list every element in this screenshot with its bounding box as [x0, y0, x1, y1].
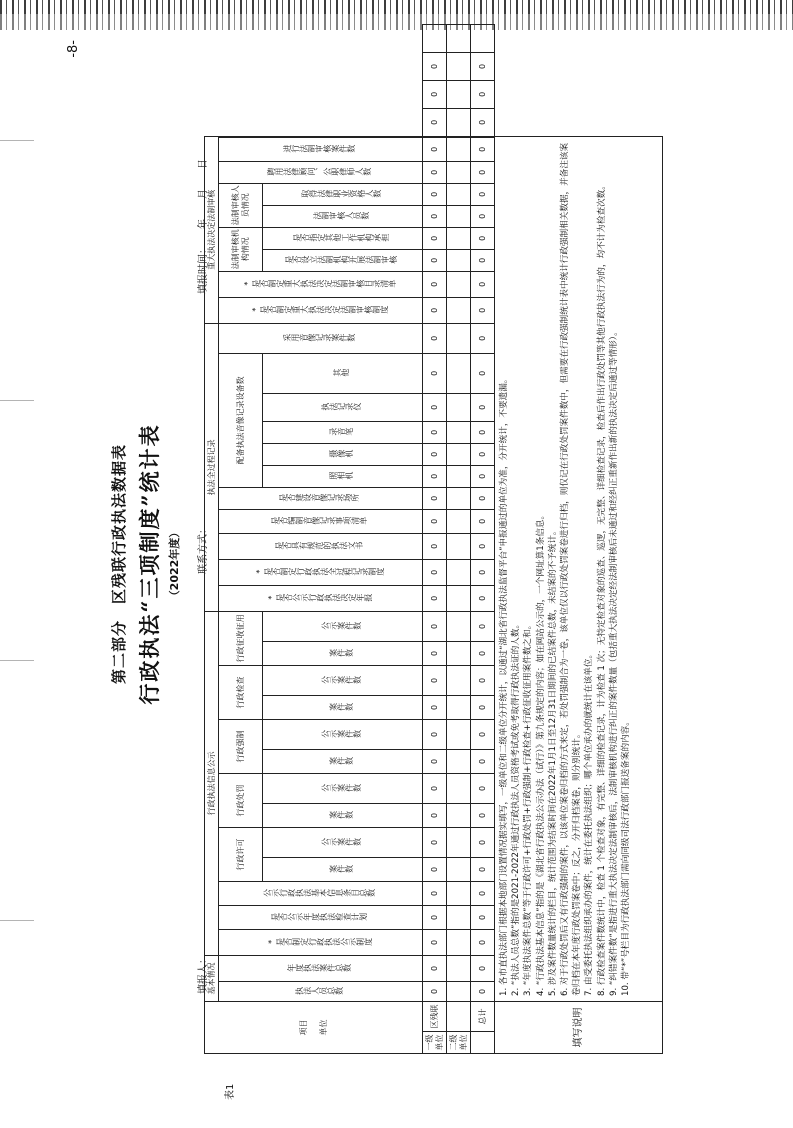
table-cell: 0	[423, 227, 447, 249]
table-cell: 0	[423, 642, 447, 666]
sub-penalty: 行政处罚	[219, 774, 263, 828]
table-cell: 0	[471, 108, 495, 136]
dev-recorder: 执法记录仪	[321, 402, 362, 412]
table-title: 行政执法“三项制度”统计表	[137, 423, 162, 705]
levy-public-cases: 公示案件数	[321, 621, 362, 631]
table-cell: 0	[471, 271, 495, 297]
project-header: 项目	[299, 1019, 309, 1036]
table-cell	[423, 136, 447, 137]
table-cell: 0	[423, 323, 447, 353]
row-unit-name	[447, 1002, 471, 1032]
col-annual-cases: 年度执法案件总数	[287, 963, 352, 973]
table-cell: 0	[423, 858, 447, 882]
table-cell: 0	[423, 828, 447, 858]
license-public-cases: 公示案件数	[321, 837, 362, 847]
table-cell: 0	[423, 982, 447, 1002]
unit-header: 单位	[318, 1019, 328, 1036]
table-cell: 0	[423, 956, 447, 982]
note-item: 1. 各市直执法部门根据本地部门设置情况据实填写，一级单位和二级单位分开统计，以通过“湖北省行政执法监督平台”申报通过的单位为准，分开统计，不要遗漏。	[499, 374, 509, 996]
notes-label: 填写说明	[495, 1002, 663, 1054]
table-cell	[447, 353, 471, 393]
note-item: 8. 行政检查案件数统计中，检查 1 个检查对象，有完整、详细的检查记录，计为检查 1 次；无特定检查对象的巡查、巡逻，无完整、详细检查记录，检查后作出行政处罚等其他行政执法行为的，均不计为检查次数。	[596, 181, 607, 996]
group-basic: 基本情况	[205, 956, 219, 1002]
table-cell-spacer	[423, 25, 447, 53]
table-cell: 0	[471, 183, 495, 205]
table-cell	[447, 271, 471, 297]
table-cell: 0	[423, 443, 447, 465]
note-item: 6. 对于行政处罚后又有行政强制的案件，以该单位案卷归档的方式来定，若处罚强制合为一卷，该单位仅以行政处罚案卷进行归档，则仅记在行政处罚案件数中，但需要在行政强制统计表中统计行政强制相关数据，并备注该案卷归档在本年度行政处罚案卷中；反之，分开归档案卷，则分别统计。	[560, 142, 583, 996]
table-cell	[447, 249, 471, 271]
rotated-sheet	[26, 34, 766, 1100]
sub-enforce: 行政强制	[219, 720, 263, 774]
table-cell: 0	[423, 533, 447, 559]
table-cell: 0	[471, 642, 495, 666]
table-cell: 0	[423, 487, 447, 509]
date-label: 填报时间： 年 月 日	[198, 159, 209, 294]
table-cell: 0	[471, 750, 495, 774]
table-cell: 0	[471, 696, 495, 720]
table-cell: 0	[423, 393, 447, 421]
table-cell: 0	[471, 421, 495, 443]
group-review: 重大执法决定法制审核	[205, 136, 219, 323]
inspect-public-cases: 公示案件数	[321, 675, 362, 685]
col-review-cases: 进行法制审核案件数	[283, 144, 356, 154]
row-unit-name: 区残联	[423, 1002, 447, 1032]
table-cell	[447, 696, 471, 720]
table-cell	[447, 533, 471, 559]
table-cell	[447, 297, 471, 323]
table-cell: 0	[471, 858, 495, 882]
inspect-cases: 案件数	[329, 702, 354, 712]
notes-cell	[495, 136, 663, 1001]
table-cell: 0	[423, 720, 447, 750]
table-cell: 0	[423, 249, 447, 271]
sub-levy: 行政征收征用	[219, 611, 263, 665]
license-cases: 案件数	[329, 864, 354, 874]
table-cell	[447, 720, 471, 750]
col-basic-info: 公示行政执法基本信息条目总数	[263, 888, 376, 898]
table-cell: 0	[423, 137, 447, 161]
table-cell	[447, 161, 471, 183]
table-cell: 0	[471, 52, 495, 80]
col-staff-num: 法制审核人员数	[313, 211, 370, 221]
table-cell	[447, 205, 471, 227]
table-cell	[447, 227, 471, 249]
table-cell: 0	[471, 487, 495, 509]
table-cell	[447, 930, 471, 956]
note-item: 3. “年度执法案件总数”等于行政许可+行政处罚+行政强制+行政检查+行政征收征用案件数之和。	[523, 620, 534, 996]
table-cell-spacer	[471, 25, 495, 53]
sub-review-staff: 法制审核人员情况	[219, 183, 263, 227]
table-cell	[447, 956, 471, 982]
table-cell: 0	[471, 393, 495, 421]
table-cell: 0	[423, 52, 447, 80]
table-cell: 0	[423, 271, 447, 297]
table-cell: 0	[423, 882, 447, 906]
col-staff-qual: 取得法律职业资格人数	[301, 189, 382, 199]
enforce-public-cases: 公示案件数	[321, 729, 362, 739]
table-cell: 0	[423, 559, 447, 585]
table-cell: 0	[471, 205, 495, 227]
table-cell: 0	[471, 80, 495, 108]
table-cell: 0	[471, 509, 495, 533]
table-cell: 0	[471, 533, 495, 559]
table-cell	[447, 80, 471, 108]
note-item: 7. 由受委托执法组织承办的案件，统计在委托执法组织；哪个单位承办的就统计在该单位。	[584, 649, 595, 996]
table-cell	[447, 509, 471, 533]
table-cell: 0	[471, 982, 495, 1002]
col-star-record-system: *是否制定行政执法全过程记录制度	[254, 567, 384, 577]
note-item: 5. 涉及案件数量统计的栏目，统计范围为结案时间在2022年1月1日至12月31日期间的已结案件总数，未结案的不予统计。	[547, 526, 558, 996]
part-heading: 第二部分 区残联行政执法数据表	[110, 444, 128, 685]
statistics-table	[204, 24, 663, 1054]
table-cell: 0	[423, 421, 447, 443]
table-cell: 0	[423, 696, 447, 720]
table-cell	[447, 52, 471, 80]
sub-review-org: 法制审核机构情况	[219, 227, 263, 271]
table-cell	[447, 906, 471, 930]
table-cell: 0	[471, 161, 495, 183]
table-cell	[447, 443, 471, 465]
table-cell: 0	[471, 297, 495, 323]
table-cell: 0	[471, 443, 495, 465]
table-cell	[447, 559, 471, 585]
col-org-set: 是否设立法制机构开展法制审核	[285, 255, 398, 265]
table-cell: 0	[471, 227, 495, 249]
row-level	[471, 1032, 495, 1054]
data-rows	[423, 25, 495, 1054]
table-cell: 0	[423, 297, 447, 323]
col-staff: 执法人员总数	[295, 986, 344, 996]
table-cell: 0	[423, 611, 447, 641]
table-cell	[447, 982, 471, 1002]
col-star-review-list: *是否制定重大执法决定法制审核目录清单	[242, 279, 396, 289]
table-cell: 0	[471, 956, 495, 982]
table-cell: 0	[423, 509, 447, 533]
table-cell: 0	[423, 930, 447, 956]
col-star-review-system: *是否制定重大执法决定法制审核制度	[250, 305, 388, 315]
note-item: 9. “纠错案件数”是指进行重大执法决定法制审核后，法制审核机构进行纠正的案件数量（包括重大执法决定经法制审核后未通过和经纠正重新作出新的执法决定后通过等情形）。	[608, 327, 619, 996]
col-standard-text: 是否具有规范的执法文书	[275, 541, 364, 551]
table-cell: 0	[471, 559, 495, 585]
table-cell	[447, 750, 471, 774]
reporter-label: 填报人：	[198, 954, 209, 994]
group-record: 执法全过程记录	[205, 323, 219, 611]
project-unit-header	[205, 1002, 423, 1054]
table-row	[471, 25, 495, 1054]
penalty-public-cases: 公示案件数	[321, 783, 362, 793]
table-cell	[447, 137, 471, 161]
table-cell: 0	[423, 183, 447, 205]
page-number: -8-	[66, 40, 81, 58]
table-cell	[447, 882, 471, 906]
table-cell: 0	[471, 774, 495, 804]
table-cell	[447, 642, 471, 666]
table-cell	[471, 136, 495, 137]
note-item: 4. “行政执法基本信息”指的是《湖北省行政执法公示办法（试行）》第九条规定的内容；如在网站公示的，一个网址算1条信息。	[535, 510, 546, 996]
table-cell: 0	[423, 750, 447, 774]
table-cell: 0	[471, 585, 495, 611]
col-av-room: 是否建设音像记录场所	[279, 493, 360, 503]
table-year: （2022年度）	[168, 526, 181, 602]
table-cell: 0	[471, 828, 495, 858]
row-unit-name: 总计	[471, 1002, 495, 1032]
table-cell	[447, 108, 471, 136]
col-av-cases: 采用音像记录案件数	[283, 333, 356, 343]
col-av-list: 是否编制音像记录事项清单	[271, 516, 368, 526]
table-cell	[447, 611, 471, 641]
table-cell	[447, 774, 471, 804]
table-cell-spacer	[447, 25, 471, 53]
enforce-cases: 案件数	[329, 756, 354, 766]
row-level: 二级单位	[447, 1032, 471, 1054]
row-level: 一级单位	[423, 1032, 447, 1054]
table-cell: 0	[471, 720, 495, 750]
contact-label: 联系方式：	[198, 524, 209, 574]
table-cell: 0	[471, 804, 495, 828]
table-cell: 0	[471, 906, 495, 930]
table-cell: 0	[423, 161, 447, 183]
table-cell	[447, 585, 471, 611]
table-row	[447, 25, 471, 1054]
table-cell: 0	[471, 249, 495, 271]
table-cell	[447, 323, 471, 353]
table-cell: 0	[423, 80, 447, 108]
table-cell: 0	[471, 323, 495, 353]
col-star-system: *是否制定行政执法公示制度	[266, 937, 372, 947]
table-cell: 0	[471, 666, 495, 696]
note-item: 10. 带“*”号栏目为行政执法部门需向同级司法行政部门报送备案的内容。	[621, 717, 632, 996]
col-annual-plan: 是否公示年度执法检查计划	[271, 912, 368, 922]
col-org-other: 是否指定其他工作机构承担	[293, 233, 390, 243]
col-lawyers: 聘用法律顾问、公职律师人数	[267, 167, 372, 177]
table-cell	[447, 804, 471, 828]
table-cell	[447, 858, 471, 882]
table-cell	[447, 136, 471, 137]
table-cell: 0	[423, 205, 447, 227]
table-cell: 0	[423, 906, 447, 930]
levy-cases: 案件数	[329, 648, 354, 658]
table-cell: 0	[423, 353, 447, 393]
col-star-deadline: *是否公示行政执法决定年报	[266, 593, 372, 603]
table-cell	[447, 666, 471, 696]
table-cell: 0	[423, 774, 447, 804]
table-number: 表1	[225, 1083, 236, 1100]
dev-photo: 照相机	[329, 471, 354, 481]
table-cell	[447, 393, 471, 421]
sub-devices: 配备执法音像记录设备数	[219, 353, 263, 487]
dev-other: 其他	[333, 368, 350, 378]
group-publicity: 行政执法信息公示	[205, 611, 219, 955]
table-cell	[447, 421, 471, 443]
table-cell	[447, 183, 471, 205]
note-item: 2. “执法人员总数”指的是2021-2022年通过行政执法人员资格考试或免考取得行政执法证的人数。	[511, 619, 522, 996]
table-cell: 0	[423, 804, 447, 828]
table-cell	[447, 465, 471, 487]
sub-license: 行政许可	[219, 828, 263, 882]
table-cell: 0	[423, 465, 447, 487]
table-row	[423, 25, 447, 1054]
table-cell: 0	[471, 882, 495, 906]
penalty-cases: 案件数	[329, 810, 354, 820]
table-cell	[447, 828, 471, 858]
table-cell: 0	[471, 611, 495, 641]
table-cell: 0	[471, 137, 495, 161]
dev-pen: 录音笔	[329, 427, 354, 437]
table-cell: 0	[423, 108, 447, 136]
table-cell	[447, 487, 471, 509]
table-cell: 0	[471, 353, 495, 393]
dev-camera: 摄像机	[329, 449, 354, 459]
table-cell: 0	[471, 465, 495, 487]
sub-inspect: 行政检查	[219, 666, 263, 720]
table-cell: 0	[423, 585, 447, 611]
table-cell: 0	[423, 666, 447, 696]
table-cell: 0	[471, 930, 495, 956]
